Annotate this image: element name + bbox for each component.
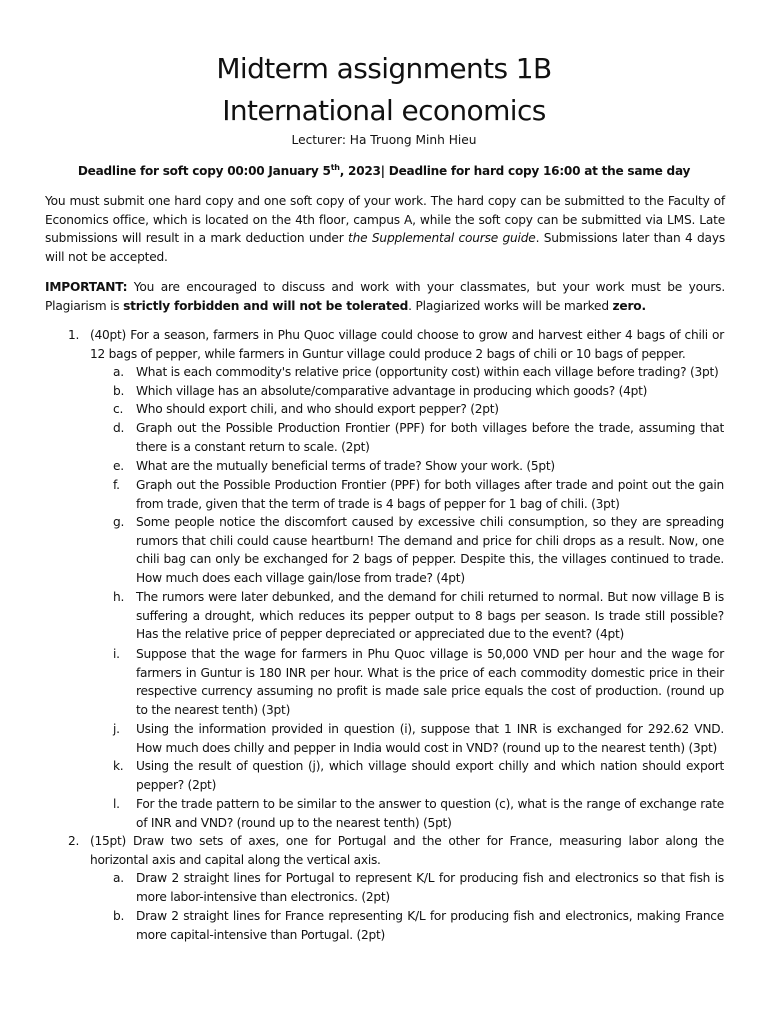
question-text: (40pt) For a season, farmers in Phu Quoc village could choose to grow and harvest either 4 bags of chili or 12 bags of pepper, while farmers in Guntur village could produce 2 bags of chili or 10 bags of pepper. (90, 328, 724, 361)
sub-question-text: Suppose that the wage for farmers in Phu Quoc village is 50,000 VND per hour and the wage for farmers in Guntur is 180 INR per hour. What is the price of each commodity domestic price in their respective currency assuming no profit is made sale price equals the cost of production. (round up to the nearest tenth) (3pt) (136, 647, 724, 717)
sub-question-text: Draw 2 straight lines for Portugal to represent K/L for producing fish and electronics so that fish is more labor-intensive than electronics. (2pt) (136, 871, 724, 904)
document-title-line1: Midterm assignments 1B (216, 52, 552, 85)
sub-question-text: Who should export chili, and who should export pepper? (2pt) (136, 402, 499, 416)
question-number: 2. (68, 834, 80, 848)
sub-question-text: For the trade pattern to be similar to the answer to question (c), what is the range of exchange rate of INR and VND? (round up to the nearest tenth) (5pt) (136, 797, 724, 830)
important-bold-1: strictly forbidden and will not be tolerated (123, 298, 409, 313)
intro-paragraph (45, 192, 725, 266)
sub-question-text: Graph out the Possible Production Frontier (PPF) for both villages before the trade, assuming that there is a constant return to scale. (2pt) (136, 421, 724, 454)
sub-question-label: b. (113, 909, 125, 923)
deadline-line (0, 163, 768, 178)
sub-question-label: f. (113, 478, 120, 492)
deadline-ordinal-suffix: th (330, 163, 340, 172)
sub-question-text: What are the mutually beneficial terms of trade? Show your work. (5pt) (136, 459, 555, 473)
deadline-part1: Deadline for soft copy 00:00 January 5 (77, 164, 331, 179)
sub-question-text: Graph out the Possible Production Frontier (PPF) for both villages after trade and point out the gain from trade, given that the term of trade is 4 bags of pepper for 1 bag of chili. (3pt) (136, 478, 724, 511)
sub-question-label: k. (113, 759, 124, 773)
deadline-part2: , 2023| Deadline for hard copy 16:00 at the same day (339, 164, 691, 179)
question-text: (15pt) Draw two sets of axes, one for Portugal and the other for France, measuring labor along the horizontal axis and capital along the vertical axis. (90, 834, 724, 867)
sub-question-text: What is each commodity's relative price (opportunity cost) within each village before trading? (3pt) (136, 365, 719, 379)
important-bold-2: zero. (612, 298, 646, 313)
sub-question-label: d. (113, 421, 125, 435)
sub-question-label: b. (113, 384, 125, 398)
sub-question-text: Using the information provided in question (i), suppose that 1 INR is exchanged for 292.62 VND. How much does chilly and pepper in India would cost in VND? (round up to the nearest tenth) (3pt) (136, 722, 724, 755)
question-number: 1. (68, 328, 80, 342)
sub-question-text: Using the result of question (j), which village should export chilly and which nation should export pepper? (2pt) (136, 759, 724, 792)
document-title-line2: International economics (222, 94, 546, 127)
sub-question-text: Which village has an absolute/comparative advantage in producing which goods? (4pt) (136, 384, 648, 398)
sub-question-text: The rumors were later debunked, and the demand for chili returned to normal. But now village B is suffering a drought, which reduces its pepper output to 8 bags per season. Is trade still possible? Has the relative price of pepper depreciated or appreciated due to the event? (4pt) (136, 590, 724, 642)
sub-question-text: Draw 2 straight lines for France representing K/L for producing fish and electronics, making France more capital-intensive than Portugal. (2pt) (136, 909, 724, 942)
important-label: IMPORTANT: (45, 280, 128, 294)
sub-question-label: j. (113, 722, 120, 736)
sub-question-label: l. (113, 797, 120, 811)
important-text-1: You are encouraged to discuss and work with your classmates, but your work must be yours. Plagiarism is (45, 280, 725, 313)
lecturer-line: Lecturer: Ha Truong Minh Hieu (291, 133, 477, 147)
sub-question-text: Some people notice the discomfort caused by excessive chili consumption, so they are spreading rumors that chili could cause heartburn! The demand and price for chili drops as a result. Now, one chili bag can only be exchanged for 2 bags of pepper. Despite this, the villages continued to trade. How much does each village gain/lose from trade? (4pt) (136, 515, 724, 585)
sub-question-label: g. (113, 515, 125, 529)
sub-question-label: a. (113, 871, 124, 885)
sub-question-label: c. (113, 402, 124, 416)
intro-italic-guide: the Supplemental course guide (348, 231, 536, 246)
important-paragraph (45, 278, 725, 315)
intro-text-2: . Submissions later than 4 days will not be accepted. (45, 231, 725, 264)
sub-question-label: a. (113, 365, 124, 379)
intro-text-1: You must submit one hard copy and one soft copy of your work. The hard copy can be submitted to the Faculty of Economics office, which is located on the 4th floor, campus A, while the soft copy can be submitted via LMS. Late submissions will result in a mark deduction under (45, 194, 725, 246)
important-text-2: . Plagiarized works will be marked (408, 298, 613, 313)
sub-question-label: h. (113, 590, 125, 604)
sub-question-label: i. (113, 647, 120, 661)
sub-question-label: e. (113, 459, 124, 473)
